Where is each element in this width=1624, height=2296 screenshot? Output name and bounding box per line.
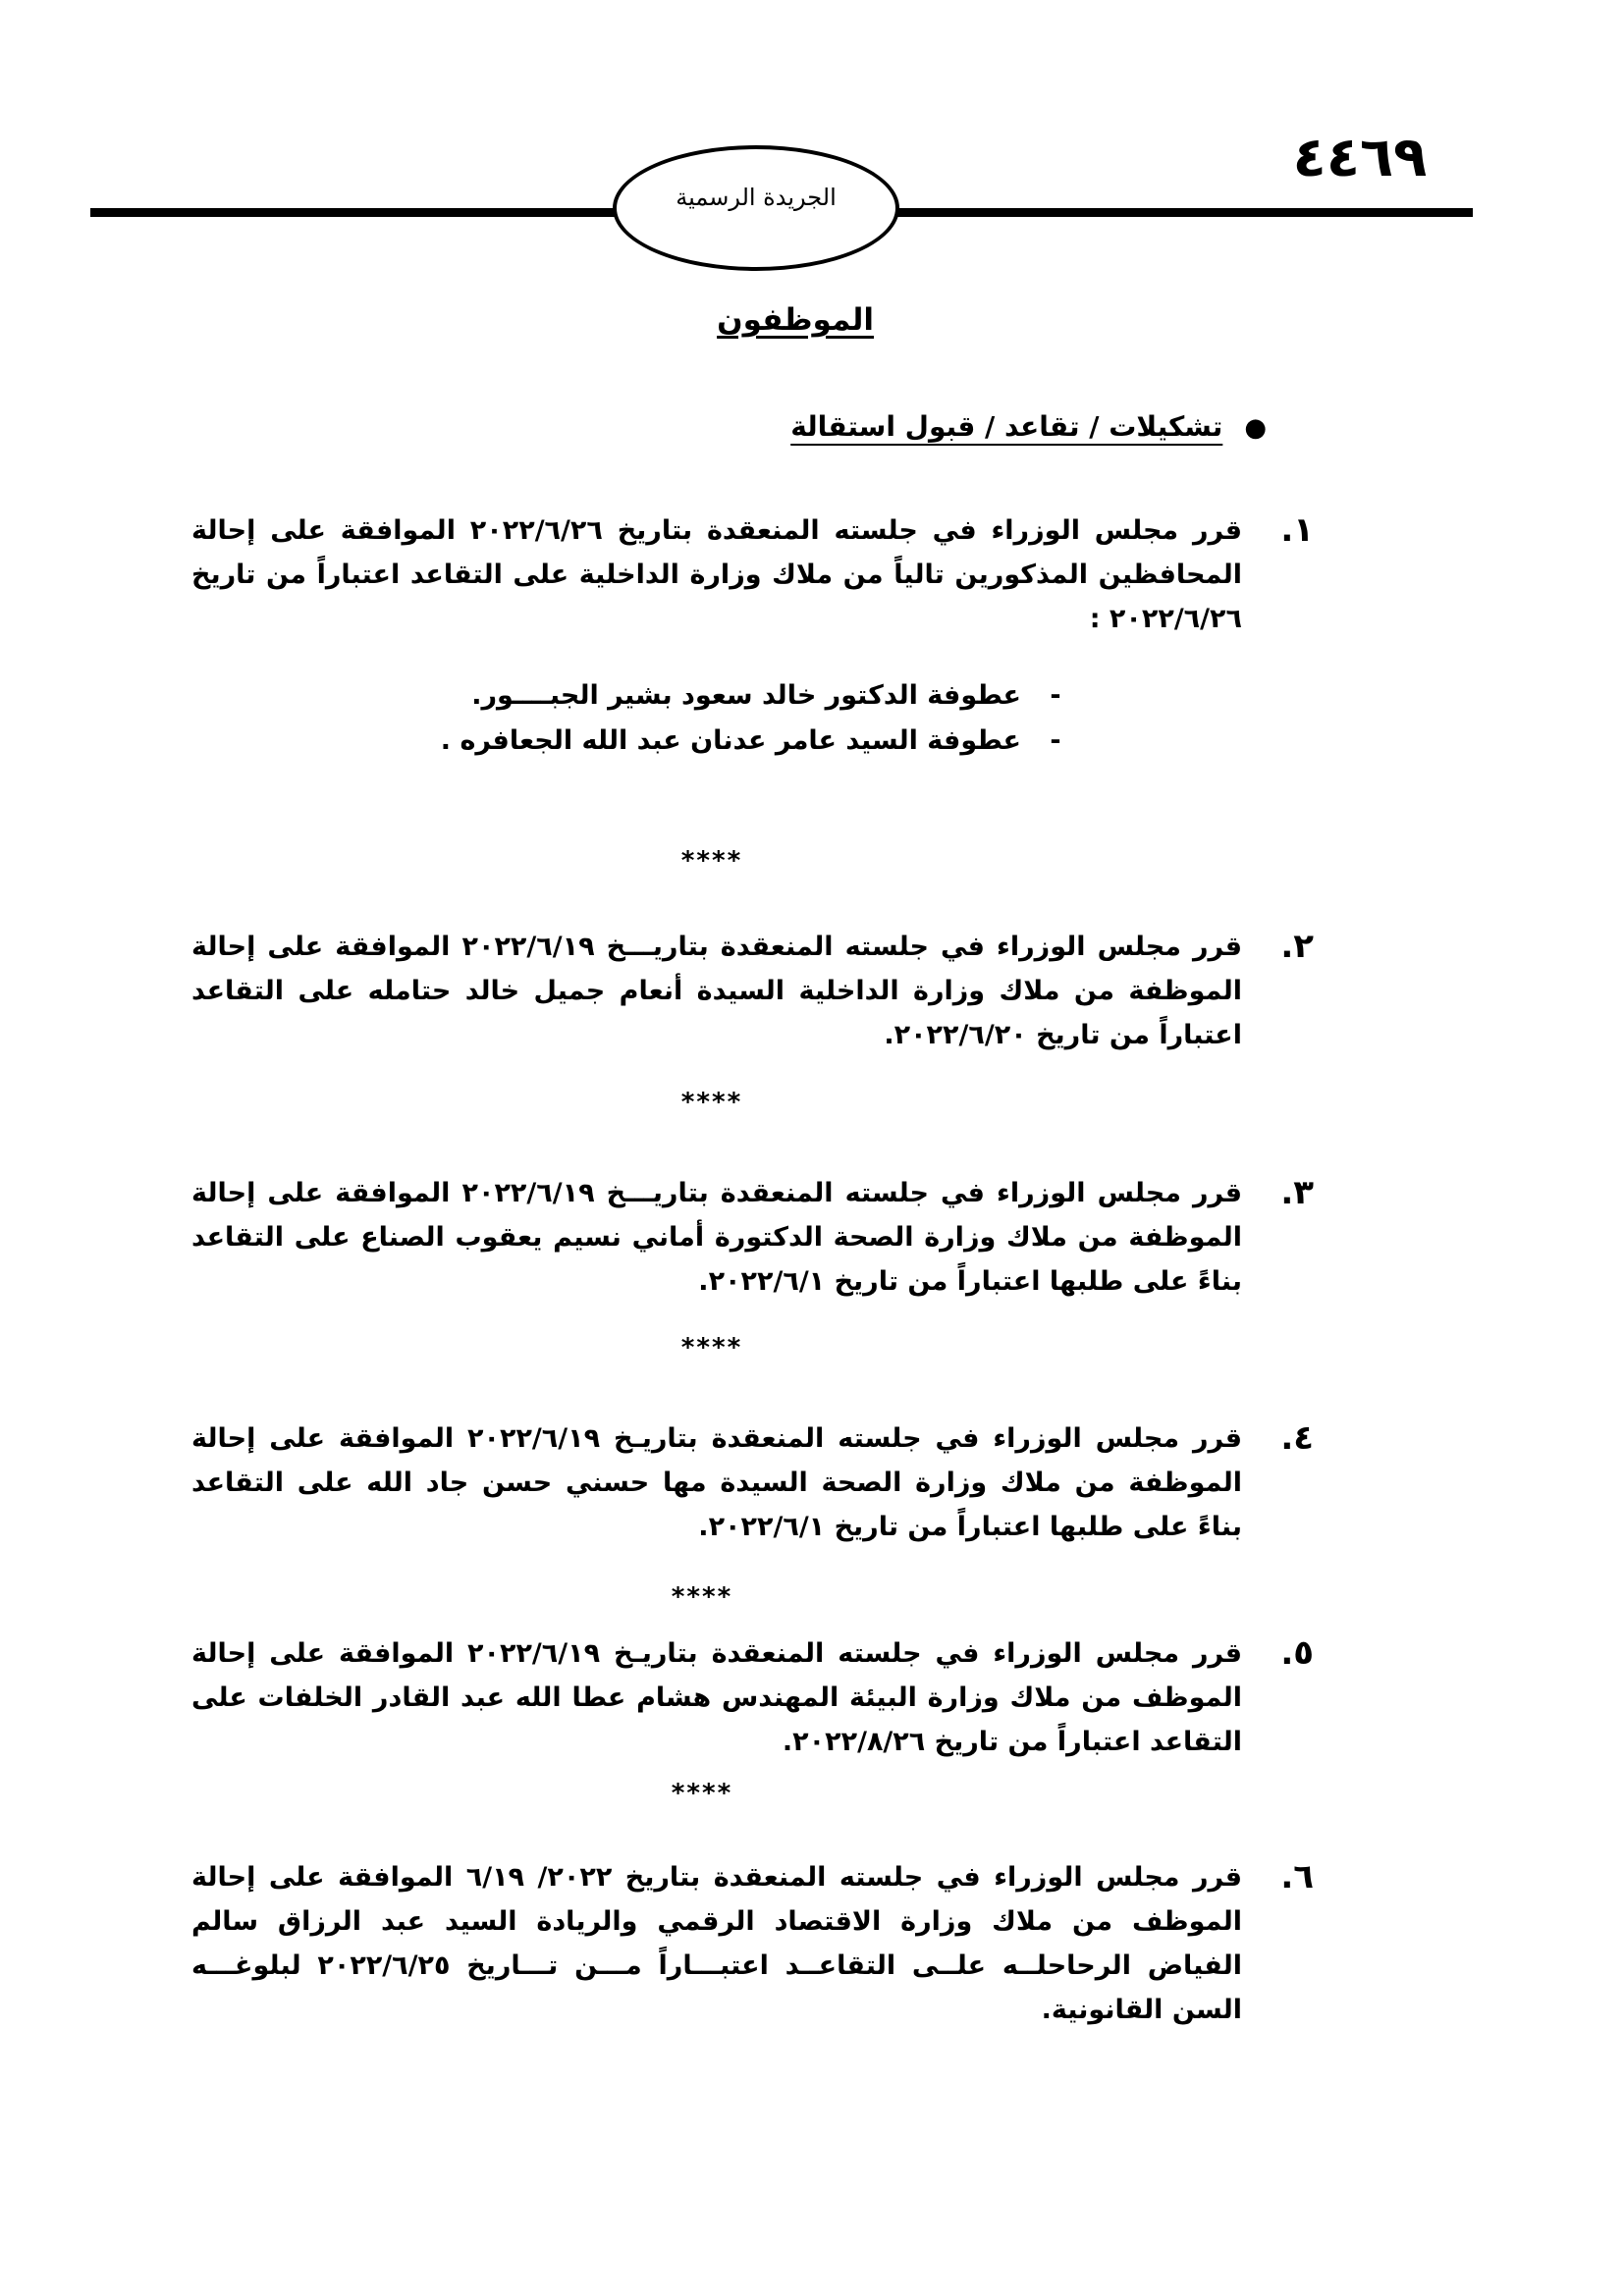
list-item — [422, 719, 1090, 764]
names-list — [422, 673, 1090, 764]
list-item-name: عطوفة الدكتور خالد سعود بشير الجبــــور. — [471, 680, 1021, 711]
separator: **** — [680, 1333, 743, 1362]
decision-text-3: قرر مجلس الوزراء في جلسته المنعقدة بتاريـــخ ٢٠٢٢/٦/١٩ الموافقة على إحالة الموظفة من ملاك وزارة الصحة الدكتورة أماني نسيم يعقوب الصناع على التقاعد بناءً على طلبها اعتباراً من تاريخ ٢٠٢٢/٦/١. — [191, 1178, 1243, 1297]
decision-number-1: ١. — [1280, 510, 1314, 550]
header-rule-left — [90, 208, 623, 217]
separator: **** — [680, 1088, 743, 1117]
decision-text-6: قرر مجلس الوزراء في جلسته المنعقدة بتاريخ ٢٠٢٢/ ٦/١٩ الموافقة على إحالة الموظف من ملاك وزارة الاقتصاد الرقمي والريادة السيد عبد الرزاق سالم الفياض الرحاحلــه علــى التقاعــد اعتبـــاراً مـــن تـــاريخ ٢٠٢٢/٦/٢٥ لبلوغـــه السن القانونية. — [191, 1862, 1243, 2025]
list-dash: - — [1050, 725, 1061, 756]
bullet-icon: ● — [1244, 413, 1267, 443]
separator: **** — [680, 846, 743, 876]
list-dash: - — [1050, 680, 1061, 711]
gazette-oval — [613, 145, 899, 271]
decision-text-5: قرر مجلس الوزراء في جلسته المنعقدة بتاريـخ ٢٠٢٢/٦/١٩ الموافقة على إحالة الموظف من ملاك وزارة البيئة المهندس هشام عطا الله عبد القادر الخلفات على التقاعد اعتباراً من تاريخ ٢٠٢٢/٨/٢٦. — [191, 1638, 1242, 1757]
page-number: ٤٤٦٩ — [1292, 126, 1428, 189]
decision-text-4: قرر مجلس الوزراء في جلسته المنعقدة بتاريـخ ٢٠٢٢/٦/١٩ الموافقة على إحالة الموظفة من ملاك وزارة الصحة السيدة مها حسني حسن جاد الله على التقاعد بناءً على طلبها اعتباراً من تاريخ ٢٠٢٢/٦/١. — [191, 1423, 1242, 1542]
separator: **** — [671, 1582, 733, 1612]
section-title: الموظفون — [717, 302, 874, 338]
decision-text-1: قرر مجلس الوزراء في جلسته المنعقدة بتاريخ ٢٠٢٢/٦/٢٦ الموافقة على إحالة المحافظين المذكورين تالياً من ملاك وزارة الداخلية على التقاعد اعتباراً من تاريخ ٢٠٢٢/٦/٢٦ : — [191, 515, 1242, 634]
decision-number-5: ٥. — [1280, 1633, 1314, 1673]
decision-number-3: ٣. — [1280, 1173, 1314, 1212]
gazette-name: الجريدة الرسمية — [676, 184, 837, 211]
separator: **** — [671, 1779, 733, 1808]
list-item-name: عطوفة السيد عامر عدنان عبد الله الجعافره . — [440, 725, 1021, 756]
subsection-title: تشكيلات / تقاعد / قبول استقالة — [790, 410, 1223, 443]
decision-text-2: قرر مجلس الوزراء في جلسته المنعقدة بتاريـــخ ٢٠٢٢/٦/١٩ الموافقة على إحالة الموظفة من ملاك وزارة الداخلية السيدة أنعام جميل خالد حتامله على التقاعد اعتباراً من تاريخ ٢٠٢٢/٦/٢٠. — [191, 932, 1243, 1050]
decision-number-4: ٤. — [1280, 1418, 1314, 1458]
decision-number-2: ٢. — [1280, 927, 1314, 966]
header-rule-right — [892, 208, 1473, 217]
subsection-heading — [628, 410, 1267, 443]
list-item — [422, 673, 1090, 719]
decision-number-6: ٦. — [1280, 1857, 1314, 1896]
